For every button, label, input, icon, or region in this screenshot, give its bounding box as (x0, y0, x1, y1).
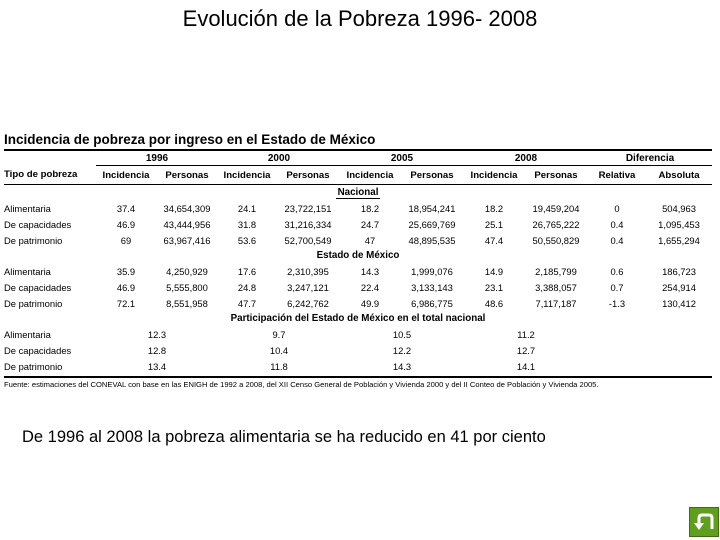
table-cell: 72.1 (116, 297, 136, 309)
section-title: Nacional (337, 187, 379, 198)
table-cell: 47.7 (237, 297, 257, 309)
table-cell: 14.1 (516, 360, 536, 372)
column-header: Incidencia (218, 166, 276, 185)
column-header-row (4, 166, 712, 185)
table-cell: 6,242,762 (287, 297, 329, 309)
table-cell: 130,412 (662, 297, 696, 309)
source-note: Fuente: estimaciones del CONEVAL con base en las ENIGH de 1992 a 2008, del XII Censo General de Población y Vivienda 2000 y del II Conteo de Población y Vivienda 2005. (4, 380, 599, 389)
table-cell: 0.7 (610, 281, 624, 293)
table-cell: 3,133,143 (411, 281, 453, 293)
table-row (4, 216, 712, 232)
year-header: 1996 (96, 150, 218, 166)
table-cell: 25.1 (484, 218, 504, 230)
return-button[interactable] (689, 507, 719, 537)
table-row (4, 200, 712, 216)
table-cell: 1,999,076 (411, 265, 453, 277)
table-cell: 25,669,769 (408, 218, 456, 230)
table-cell: 254,914 (662, 281, 696, 293)
table-heading: Incidencia de pobreza por ingreso en el Estado de México (4, 132, 376, 147)
table-cell: 24.8 (237, 281, 257, 293)
table-cell: 48,895,535 (408, 234, 456, 246)
table-cell: 47 (364, 234, 376, 246)
table-row (4, 279, 712, 295)
table-cell: 9.7 (272, 328, 286, 340)
column-header: Tipo de pobreza (4, 166, 96, 185)
section-title: Estado de México (316, 250, 400, 261)
row-label: De patrimonio (4, 234, 63, 246)
table-cell: 12.3 (147, 328, 167, 340)
row-label: Alimentaria (4, 265, 51, 277)
table-row (4, 342, 712, 358)
table-cell: 10.4 (269, 344, 289, 356)
table-cell: 49.9 (360, 297, 380, 309)
table-row (4, 326, 712, 342)
table-cell: 0.4 (610, 218, 624, 230)
year-header-row (4, 150, 712, 166)
column-header: Incidencia (464, 166, 524, 185)
table-cell: 2,185,799 (535, 265, 577, 277)
section-header-row (4, 311, 712, 326)
table-cell: 0.4 (610, 234, 624, 246)
section-title: Participación del Estado de México en el total nacional (230, 313, 486, 324)
column-header: Incidencia (96, 166, 156, 185)
year-header: 2000 (218, 150, 340, 166)
table-cell: 6,986,775 (411, 297, 453, 309)
slide-title: Evolución de la Pobreza 1996- 2008 (182, 6, 538, 31)
table-cell: 10.5 (392, 328, 412, 340)
row-label: De patrimonio (4, 360, 63, 372)
table-cell: 23,722,151 (284, 202, 332, 214)
return-arrow-icon (690, 508, 718, 536)
table-cell: 18,954,241 (408, 202, 456, 214)
section-header-row (4, 185, 712, 201)
table-cell: 17.6 (237, 265, 257, 277)
table-cell: 7,117,187 (535, 297, 577, 309)
row-label: Alimentaria (4, 328, 51, 340)
table-row (4, 295, 712, 311)
table-cell: 186,723 (662, 265, 696, 277)
slide-caption: De 1996 al 2008 la pobreza alimentaria se ha reducido en 41 por ciento (22, 428, 546, 446)
table-row (4, 358, 712, 374)
table-cell: 12.2 (392, 344, 412, 356)
table-cell: 3,247,121 (287, 281, 329, 293)
table-cell: 48.6 (484, 297, 504, 309)
table-cell: 50,550,829 (532, 234, 580, 246)
column-header: Personas (276, 166, 340, 185)
table-cell: 0.6 (610, 265, 624, 277)
table-cell: 3,388,057 (535, 281, 577, 293)
table-cell: 34,654,309 (163, 202, 211, 214)
table-cell: 18.2 (360, 202, 380, 214)
table-cell: 35.9 (116, 265, 136, 277)
table-cell: 4,250,929 (166, 265, 208, 277)
year-header: 2005 (340, 150, 464, 166)
table-cell: 37.4 (116, 202, 136, 214)
column-header: Personas (524, 166, 588, 185)
table-cell: 31,216,334 (284, 218, 332, 230)
row-label: De capacidades (4, 218, 72, 230)
table-cell: 19,459,204 (532, 202, 580, 214)
table-cell: 14.3 (360, 265, 380, 277)
table-cell: 47.4 (484, 234, 504, 246)
poverty-table-block (4, 132, 712, 389)
table-cell: 11.8 (270, 360, 288, 372)
table-cell: 11.2 (517, 328, 535, 340)
column-header: Relativa (588, 166, 646, 185)
table-cell: 46.9 (116, 218, 136, 230)
column-header: Absoluta (646, 166, 712, 185)
table-cell: 0 (614, 202, 620, 214)
table-bottom-rule (4, 374, 712, 377)
table-cell: 24.7 (360, 218, 380, 230)
table-cell: 26,765,222 (532, 218, 580, 230)
year-header: 2008 (464, 150, 588, 166)
column-header: Personas (400, 166, 464, 185)
table-row (4, 232, 712, 248)
row-label: De capacidades (4, 281, 72, 293)
table-cell: 46.9 (116, 281, 136, 293)
table-cell: 8,551,958 (166, 297, 208, 309)
table-cell: 13.4 (147, 360, 167, 372)
table-cell: 23.1 (484, 281, 504, 293)
section-header-row (4, 248, 712, 263)
table-cell: 1,095,453 (658, 218, 700, 230)
table-cell: 31.8 (237, 218, 257, 230)
row-label: Alimentaria (4, 202, 51, 214)
table-row (4, 263, 712, 279)
table-cell: 52,700,549 (284, 234, 332, 246)
column-header: Personas (156, 166, 218, 185)
table-cell: 22.4 (360, 281, 380, 293)
table-cell: 18.2 (484, 202, 504, 214)
poverty-table (4, 149, 712, 378)
row-label: De patrimonio (4, 297, 63, 309)
table-cell: -1.3 (608, 297, 626, 309)
column-header: Incidencia (340, 166, 400, 185)
table-cell: 53.6 (237, 234, 257, 246)
table-cell: 14.9 (484, 265, 504, 277)
table-cell: 1,655,294 (658, 234, 700, 246)
difference-header: Diferencia (588, 150, 712, 166)
row-label: De capacidades (4, 344, 72, 356)
table-cell: 43,444,956 (163, 218, 211, 230)
table-cell: 12.7 (516, 344, 536, 356)
table-cell: 63,967,416 (163, 234, 211, 246)
table-cell: 5,555,800 (166, 281, 208, 293)
table-cell: 2,310,395 (287, 265, 329, 277)
table-cell: 504,963 (662, 202, 696, 214)
table-cell: 69 (120, 234, 132, 246)
table-cell: 24.1 (237, 202, 257, 214)
table-cell: 12.8 (147, 344, 167, 356)
table-cell: 14.3 (392, 360, 412, 372)
